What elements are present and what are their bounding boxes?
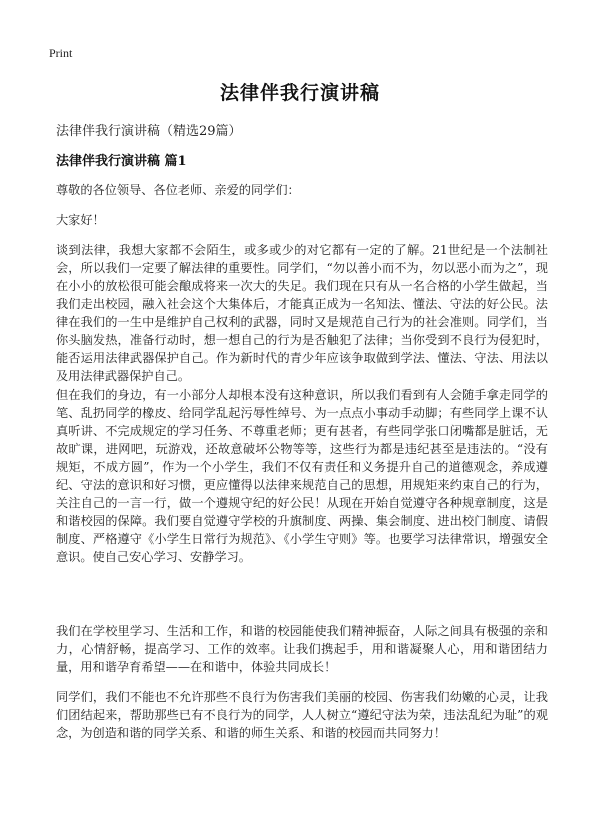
body-paragraph-2: 但在我们的身边，有一小部分人却根本没有这种意识，所以我们看到有人会随手拿走同学的笔、乱扔同学的橡皮、给同学乱起污辱性绰号、为一点点小事动手动脚；有些同学上课不认真听讲、不完成规定的学习任务、不尊重老师；更有甚者，有些同学张口闭嘴都是脏话，无故旷课，进网吧，玩游戏，还故意破坏公物等等，这些行为都是违纪甚至是违法的。“没有规矩，不成方圆”，作为一个小学生，我们不仅有责任和义务提升自己的道德观念，养成遵纪、守法的意识和好习惯，更应懂得以法律来规范自己的思想，用规矩来约束自己的行为，关注自己的一言一行，做一个遵规守纪的好公民！从现在开始自觉遵守各种规章制度，这是和谐校园的保障。我们要自觉遵守学校的升旗制度、两操、集会制度、进出校门制度、请假制度、严格遵守《小学生日常行为规范》、《小学生守则》等。也要学习法律常识，增强安全意识。使自己安心学习、安静学习。 (56, 388, 548, 564)
body-paragraph-4: 同学们，我们不能也不允许那些不良行为伤害我们美丽的校园、伤害我们幼嫩的心灵，让我们团结起来，帮助那些已有不良行为的同学，人人树立“遵纪守法为荣，违法乱纪为耻”的观念，为创造和谐的同学关系、和谐的师生关系、和谐的校园而共同努力！ (56, 690, 548, 740)
greeting-paragraph: 尊敬的各位领导、各位老师、亲爱的同学们： (56, 183, 300, 197)
hello-paragraph: 大家好！ (56, 213, 105, 227)
section-heading: 法律伴我行演讲稿 篇1 (56, 154, 187, 169)
body-paragraph-1: 谈到法律，我想大家都不会陌生，或多或少的对它都有一定的了解。21世纪是一个法制社会，所以我们一定要了解法律的重要性。同学们，“勿以善小而不为，勿以恶小而为之”，现在小小的放松很可能会酿成将来一次大的失足。我们现在只有从一名合格的小学生做起，当我们走出校园，融入社会这个大集体后，才能真正成为一名知法、懂法、守法的好公民。法律在我们的一生中是维护自己权利的武器，同时又是规范自己行为的社会准则。同学们，当你头脑发热，准备行动时，想一想自己的行为是否触犯了法律；当你受到不良行为侵犯时，能否运用法律武器保护自己。作为新时代的青少年应该争取做到学法、懂法、守法、用法以及用法律武器保护自己。 (56, 243, 548, 383)
document-title: 法律伴我行演讲稿 (219, 82, 380, 104)
print-link[interactable]: Print (49, 46, 73, 60)
document-subtitle: 法律伴我行演讲稿（精选29篇） (56, 124, 242, 139)
body-paragraph-3: 我们在学校里学习、生活和工作，和谐的校园能使我们精神振奋，人际之间具有极强的亲和力，心情舒畅，提高学习、工作的效率。让我们携起手，用和谐凝聚人心，用和谐团结力量，用和谐孕育希望——在和谐中，体验共同成长！ (56, 624, 548, 674)
